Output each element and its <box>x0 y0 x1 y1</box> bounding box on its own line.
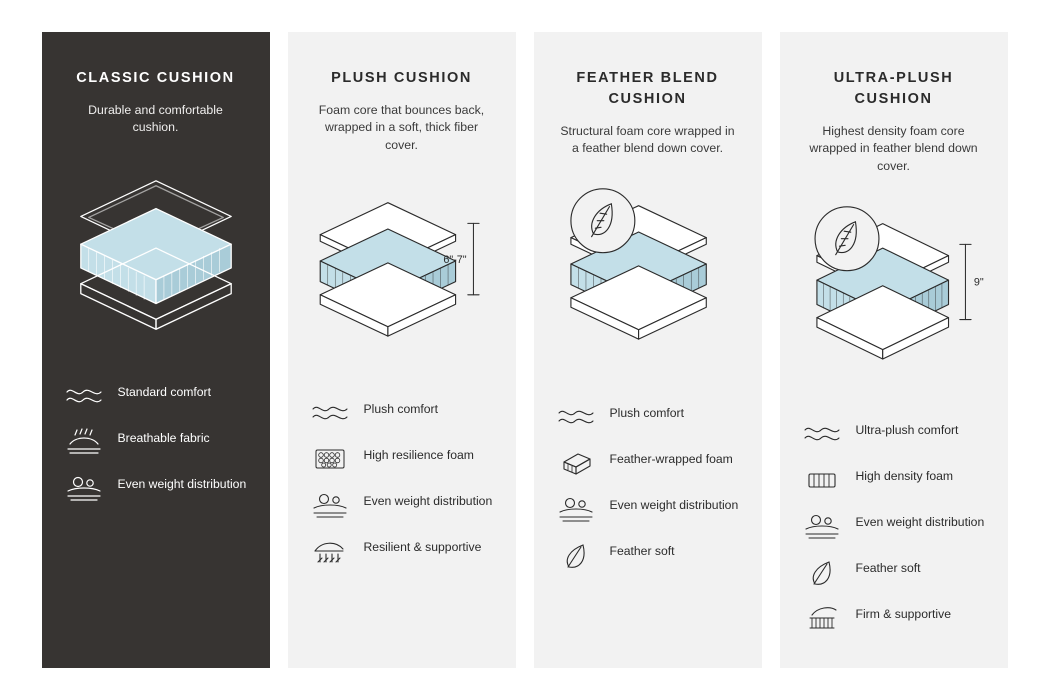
wave-icon <box>62 380 106 412</box>
feature-item <box>308 443 496 475</box>
wave-icon <box>800 418 844 450</box>
feature-label: Breathable fabric <box>117 430 210 445</box>
feature-list <box>308 397 496 567</box>
dimension-indicator <box>467 223 478 294</box>
panel-classic-cushion <box>42 32 270 668</box>
wave-icon <box>308 397 352 429</box>
exploded-cushion-diagram <box>308 176 496 376</box>
panel-description: Highest density foam core wrapped in feather blend down cover. <box>809 124 978 173</box>
feature-list <box>800 418 988 634</box>
feature-item <box>800 510 988 542</box>
feature-label: Plush comfort <box>363 402 439 417</box>
feature-item <box>554 447 742 479</box>
feature-item <box>800 556 988 588</box>
resilient-support-icon <box>308 535 352 567</box>
feature-item <box>308 535 496 567</box>
foam-block-icon <box>554 447 598 479</box>
panel-description: Structural foam core wrapped in a feather blend down cover. <box>560 124 735 156</box>
panel-title: PLUSH CUSHION <box>331 70 472 86</box>
feature-item <box>800 602 988 634</box>
feature-label: Standard comfort <box>117 384 211 399</box>
feature-label: Feather soft <box>609 543 675 558</box>
feature-item <box>800 464 988 496</box>
feature-label: Feather soft <box>855 561 921 576</box>
feature-item <box>308 489 496 521</box>
even-weight-icon <box>62 472 106 504</box>
even-weight-icon <box>554 493 598 525</box>
cushion-layers-illustration-classic <box>62 151 250 366</box>
even-weight-icon <box>800 510 844 542</box>
feature-label: Resilient & supportive <box>363 540 482 555</box>
feature-list <box>62 380 250 504</box>
dense-foam-icon <box>800 464 844 496</box>
feature-item <box>62 472 250 504</box>
panel-feather-blend-cushion <box>534 32 762 668</box>
panel-title: CLASSIC CUSHION <box>76 70 235 86</box>
leaf-badge <box>815 207 879 271</box>
feature-item <box>62 380 250 412</box>
feature-label: Even weight distribution <box>609 497 739 512</box>
breathable-fabric-icon <box>62 426 106 458</box>
leaf-icon <box>800 556 844 588</box>
feature-label: Feather-wrapped foam <box>609 451 733 466</box>
cushion-layers-illustration-plush <box>308 168 496 383</box>
dimension-indicator <box>959 244 970 319</box>
cushion-layers-illustration-feather-blend <box>554 172 742 387</box>
exploded-cushion-diagram <box>554 179 742 379</box>
exploded-cushion-diagram <box>62 158 250 358</box>
firm-support-icon <box>800 602 844 634</box>
leaf-icon <box>554 539 598 571</box>
panel-description: Foam core that bounces back, wrapped in a soft, thick fiber cover. <box>318 103 485 152</box>
feature-item <box>554 401 742 433</box>
feature-label: Ultra-plush comfort <box>855 423 959 438</box>
feature-list <box>554 401 742 571</box>
dimension-label: 9" <box>973 276 984 289</box>
feature-label: Even weight distribution <box>117 476 247 491</box>
foam-core-layer <box>80 209 230 304</box>
feature-item <box>62 426 250 458</box>
panel-title: ULTRA-PLUSH CUSHION <box>833 70 954 108</box>
dimension-label: 6"-7" <box>442 253 467 266</box>
feature-label: High density foam <box>855 469 954 484</box>
panel-title: FEATHER BLEND CUSHION <box>576 70 719 108</box>
even-weight-icon <box>308 489 352 521</box>
feature-label: Even weight distribution <box>363 494 493 509</box>
feature-item <box>308 397 496 429</box>
leaf-badge <box>570 189 634 253</box>
cushion-layers-illustration-ultra-plush <box>800 189 988 404</box>
panel-plush-cushion <box>288 32 516 668</box>
honeycomb-foam-icon <box>308 443 352 475</box>
exploded-cushion-diagram <box>800 197 988 397</box>
wave-icon <box>554 401 598 433</box>
feature-item <box>554 539 742 571</box>
feature-item <box>554 493 742 525</box>
panel-description: Durable and comfortable cushion. <box>88 103 223 135</box>
feature-label: High resilience foam <box>363 448 474 463</box>
feature-label: Even weight distribution <box>855 515 985 530</box>
feature-item <box>800 418 988 450</box>
feature-label: Plush comfort <box>609 405 685 420</box>
panel-ultra-plush-cushion <box>780 32 1008 668</box>
feature-label: Firm & supportive <box>855 607 951 622</box>
